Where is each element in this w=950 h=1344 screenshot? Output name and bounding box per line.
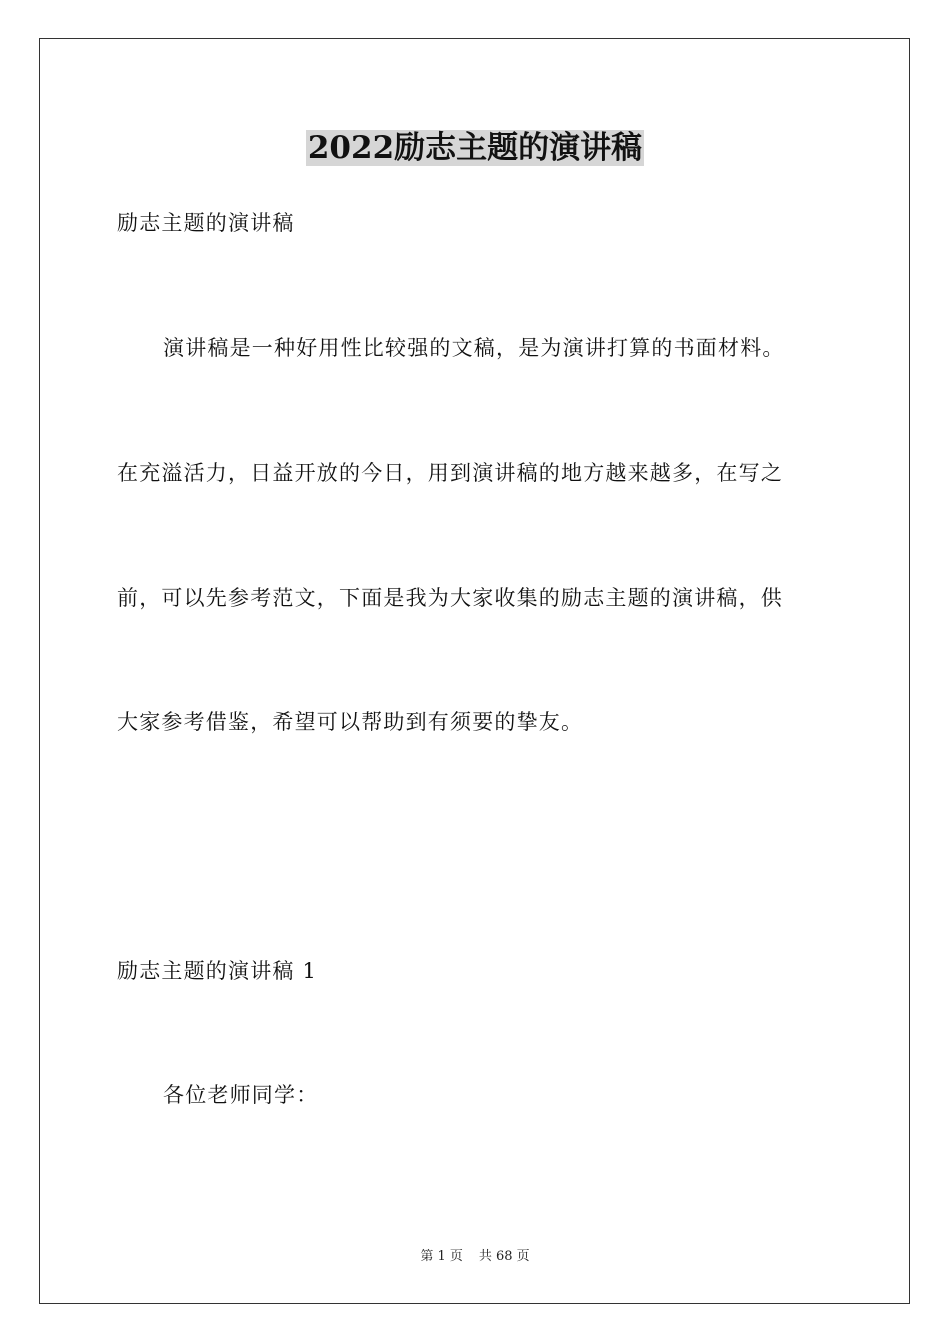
page-number: 第 1 页	[420, 1249, 463, 1264]
page-total: 共 68 页	[478, 1249, 530, 1264]
intro-line-3: 前，可以先参考范文，下面是我为大家收集的励志主题的演讲稿，供	[117, 586, 783, 610]
document-title-text: 2022励志主题的演讲稿	[307, 130, 643, 166]
document-subtitle: 励志主题的演讲稿	[117, 211, 295, 235]
section-heading: 励志主题的演讲稿 1	[117, 959, 318, 983]
document-title	[0, 128, 950, 168]
intro-line-1: 演讲稿是一种好用性比较强的文稿，是为演讲打算的书面材料。	[163, 336, 785, 360]
page-footer	[0, 1248, 950, 1266]
intro-line-4: 大家参考借鉴，希望可以帮助到有须要的挚友。	[117, 710, 584, 734]
greeting-line: 各位老师同学：	[163, 1083, 319, 1107]
intro-line-2: 在充溢活力，日益开放的今日，用到演讲稿的地方越来越多，在写之	[117, 461, 783, 485]
